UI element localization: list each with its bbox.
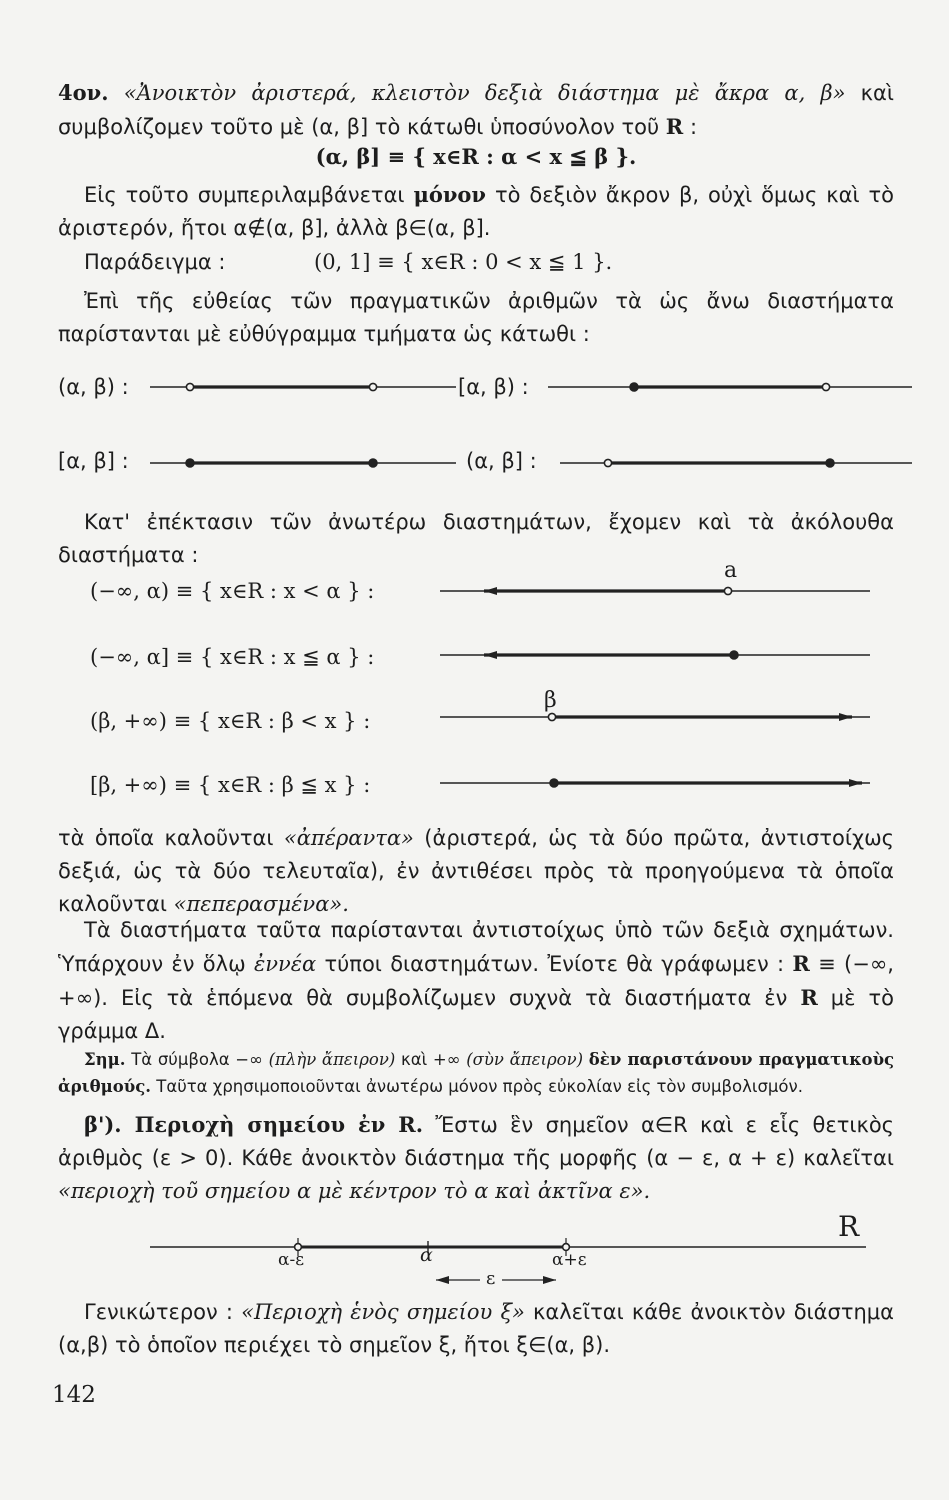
closed-endpoint-dot [186,459,194,467]
interval-name-quote: «Ἀνοικτὸν ἀριστερά, κλειστὸν δεξιὰ διάστημα μὲ ἄκρα α, β» [123,81,846,105]
only-bold-word: μόνον [413,182,486,207]
figure-real-line-label: R [838,1210,860,1243]
term-finite: «πεπερασμένα». [173,892,349,916]
segment-label-right-closed: (α, β] : [466,449,537,473]
extension-text: Κατ' ἐπέκτασιν τῶν ἀνωτέρω διαστημάτων, ἔχομεν καὶ τὰ ἀκόλουθα διαστήματα : [58,510,894,567]
p8-text-1: Γενικώτερον : [84,1300,233,1324]
segment-label-left-closed: [α, β) : [458,375,529,399]
open-endpoint-circle [369,383,376,390]
neighborhood-heading: β'). Περιοχὴ σημείου ἐν R. [84,1112,424,1137]
p6-text-2: τύποι διαστημάτων. Ἐνίοτε θὰ γράφωμεν : [324,952,785,976]
line-representation-text: Ἐπὶ τῆς εὐθείας τῶν πραγματικῶν ἀριθμῶν τὰ ὡς ἄνω διαστήματα παρίστανται μὲ εὐθύγραμμα τμήματα ὡς κάτωθι : [58,289,894,346]
figure-right-endpoint-label: α+ε [552,1250,587,1270]
colon: : [689,115,698,139]
example-label: Παράδειγμα : [84,250,226,274]
formula-half-open-interval: (α, β] ≡ { x∈R : α < x ≦ β }. [315,144,637,169]
open-endpoint-circle [548,713,555,720]
open-endpoint-circle [724,587,731,594]
p5-text-2: (ἀριστερά, ὡς τὰ δύο πρῶτα, ἀντιστοίχως δεξιά, ὡς τὰ δύο τελευταῖα), ἐν ἀντιθέσει πρὸς τὰ προηγούμενα τὰ ὁποῖα καλοῦνται [58,826,894,916]
open-endpoint-circle [822,383,829,390]
neighborhood-text: Ἔστω ἓν σημεῖον α∈R καὶ ε εἷς θετικὸς ἀριθμὸς (ε > 0). Κάθε ἀνοικτὸν διάστημα τῆς μορφῆς (α − ε, α + ε) καλεῖται [58,1113,894,1170]
general-neighborhood-term: «Περιοχὴ ἑνὸς σημείου ξ» [241,1300,525,1324]
figure-center-label: α [420,1244,433,1266]
open-endpoint-circle [186,383,193,390]
definition-text: καὶ συμβολίζομεν τοῦτο μὲ (α, β] τὸ κάτωθι ὑποσύνολον τοῦ [58,81,894,139]
note-plus-infinity: (σὺν ἄπειρον) [466,1050,584,1069]
infinite-interval-3: (β, +∞) ≡ { x∈R : β < x } : [90,709,371,733]
term-nine: ἐννέα [253,952,317,976]
point-label-beta: β [544,688,557,713]
page-number: 142 [52,1382,96,1408]
segment-label-closed: [α, β] : [58,449,129,473]
p6-text-4: μὲ τὸ γράμμα Δ. [58,986,894,1043]
note-minus-infinity: (πλὴν ἄπειρον) [268,1050,396,1069]
neighborhood-definition: «περιοχὴ τοῦ σημείου α μὲ κέντρον τὸ α καὶ ἀκτῖνα ε». [58,1179,651,1203]
p6-text-3: ≡ (−∞, +∞). Εἰς τὰ ἑπόμενα θὰ συμβολίζωμεν συχνὰ τὰ διαστήματα ἐν [58,952,894,1010]
real-set-symbol-3: R [800,985,818,1010]
real-set-symbol-2: R [792,951,810,976]
note-heading: Σημ. [84,1050,126,1069]
note-text-3: Ταῦτα χρησιμοποιοῦνται ἀνωτέρω μόνον πρὸς εὐκολίαν εἰς τὸν συμβολισμόν. [156,1077,803,1096]
note-text-2: καὶ +∞ [401,1050,461,1069]
infinite-interval-4: [β, +∞) ≡ { x∈R : β ≦ x } : [90,773,371,797]
p8-text-2: καλεῖται κάθε ἀνοικτὸν διάστημα (α,β) τὸ ὁποῖον περιέχει τὸ σημεῖον ξ, ἤτοι ξ∈(α, β). [58,1300,894,1357]
endpoint-text-start: Εἰς τοῦτο συμπεριλαμβάνεται [84,183,405,207]
closed-endpoint-dot [550,779,558,787]
infinite-interval-2: (−∞, α] ≡ { x∈R : x ≦ α } : [90,645,375,669]
figure-radius-label: ε [486,1268,496,1289]
open-endpoint-circle [604,459,611,466]
open-endpoint-circle [295,1244,302,1251]
open-endpoint-circle [563,1244,570,1251]
p5-text-1: τὰ ὁποῖα καλοῦνται [58,826,274,850]
note-bold-statement: δὲν παριστάνουν πραγματικοὺς ἀριθμούς. [58,1050,895,1096]
real-set-symbol: R [665,114,684,139]
closed-endpoint-dot [369,459,377,467]
segment-label-open: (α, β) : [58,375,129,399]
item-number: 4ον. [58,80,109,105]
closed-endpoint-dot [730,651,738,659]
point-label-a: a [724,558,738,583]
example-formula: (0, 1] ≡ { x∈R : 0 < x ≦ 1 }. [314,250,613,274]
term-infinite: «ἀπέραντα» [283,826,414,850]
infinite-interval-1: (−∞, α) ≡ { x∈R : x < α } : [90,579,375,603]
figure-left-endpoint-label: α-ε [278,1250,305,1270]
p6-text-1: Τὰ διαστήματα ταῦτα παρίστανται ἀντιστοίχως ὑπὸ τῶν δεξιὰ σχημάτων. Ὑπάρχουν ἐν ὅλῳ [58,918,894,976]
endpoint-text-rest: τὸ δεξιὸν ἄκρον β, οὐχὶ ὅμως καὶ τὸ ἀριστερόν, ἤτοι α∉(α, β], ἀλλὰ β∈(α, β]. [58,183,894,240]
note-text-1: Τὰ σύμβολα −∞ [131,1050,263,1069]
closed-endpoint-dot [630,383,638,391]
closed-endpoint-dot [826,459,834,467]
